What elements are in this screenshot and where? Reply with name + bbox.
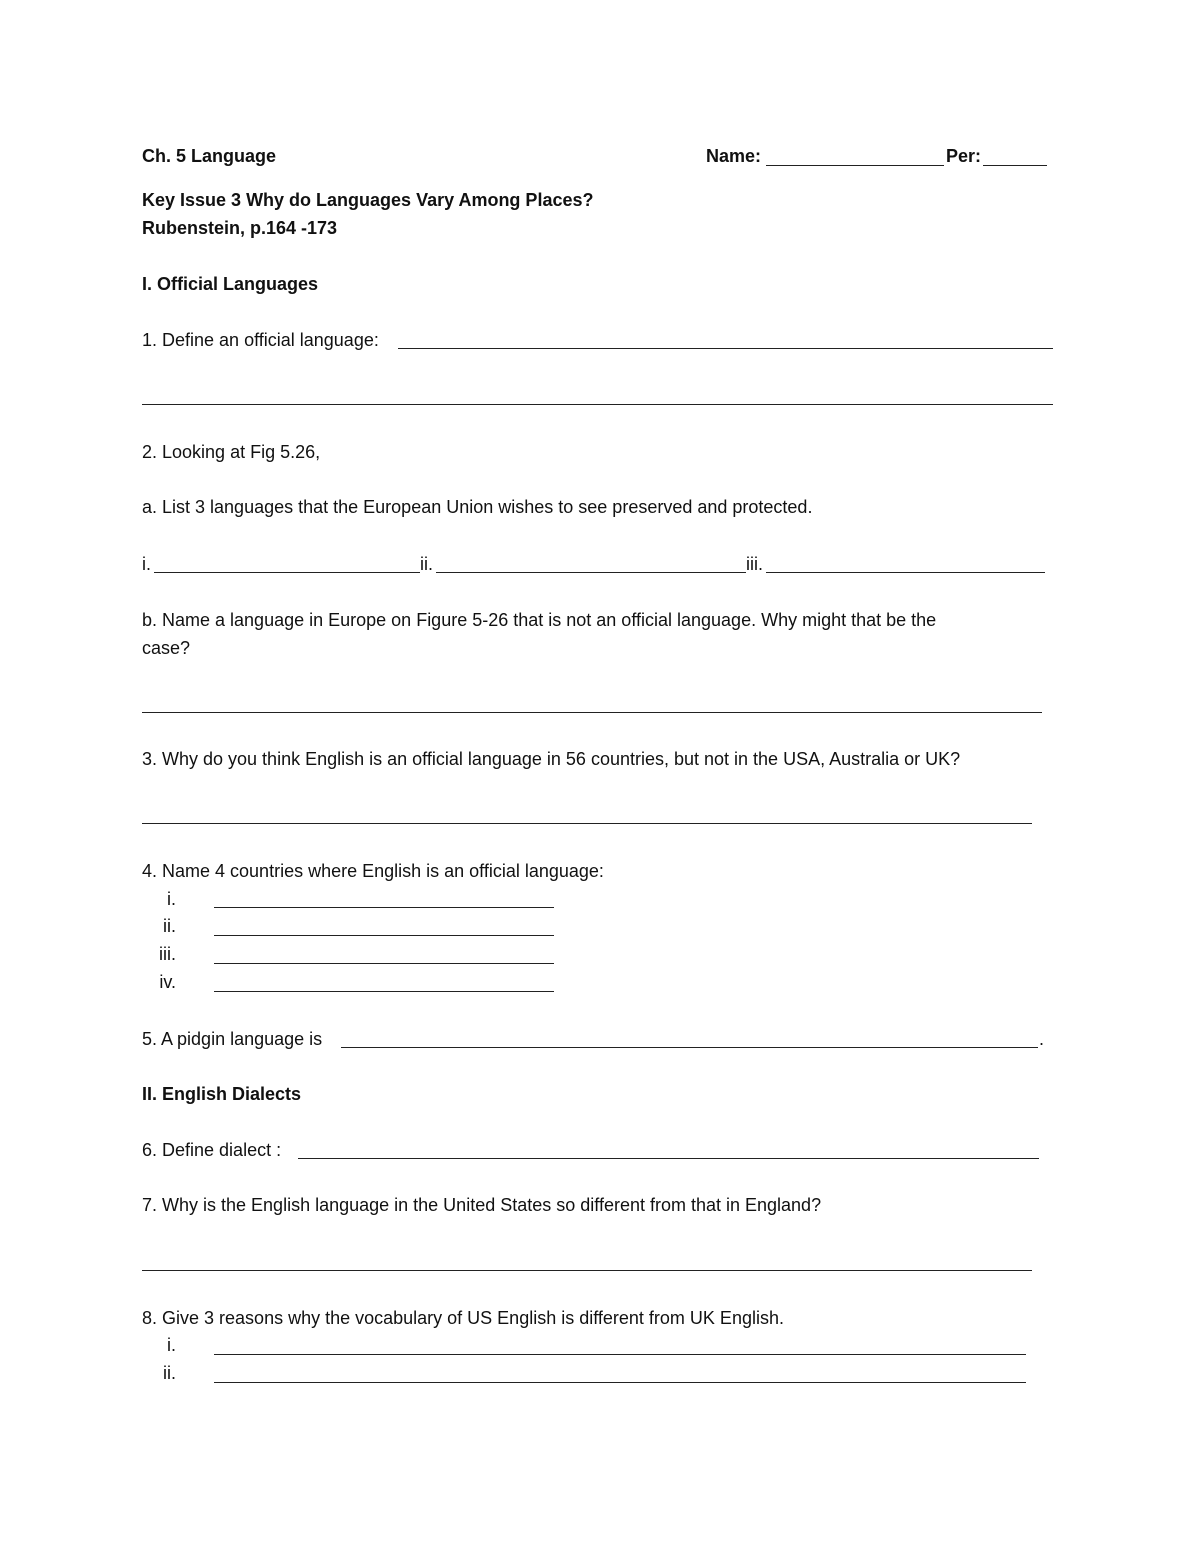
q2a-label-ii: ii. [420,554,433,574]
period-blank[interactable] [983,165,1047,166]
section-english-dialects: II. English Dialects [142,1084,302,1104]
textbook-reference: Rubenstein, p.164 -173 [142,218,338,238]
question-2b-line1: b. Name a language in Europe on Figure 5-26 that is not an official language. Why might that be the [142,610,937,630]
name-label: Name: [706,146,762,166]
key-issue-heading: Key Issue 3 Why do Languages Vary Among Places? [142,190,594,210]
answer-line-q2a-i[interactable] [154,572,420,573]
q8-label-ii: ii. [163,1363,176,1383]
answer-line-q4-ii[interactable] [214,935,554,936]
name-blank[interactable] [766,165,944,166]
question-6: 6. Define dialect : [142,1140,282,1160]
question-8: 8. Give 3 reasons why the vocabulary of US English is different from UK English. [142,1308,784,1328]
answer-line-q1[interactable] [398,348,1053,349]
q5-period: . [1039,1029,1045,1049]
q4-label-iii: iii. [159,944,176,964]
question-3: 3. Why do you think English is an official language in 56 countries, but not in the USA, Australia or UK? [142,749,961,769]
q2a-label-iii: iii. [746,554,763,574]
answer-line-q2a-ii[interactable] [436,572,746,573]
question-5: 5. A pidgin language is [142,1029,323,1049]
answer-line-q4-iii[interactable] [214,963,554,964]
answer-line-q1-2[interactable] [142,404,1053,405]
question-2: 2. Looking at Fig 5.26, [142,442,321,462]
answer-line-q5[interactable] [341,1047,1038,1048]
question-4: 4. Name 4 countries where English is an official language: [142,861,604,881]
answer-line-q4-i[interactable] [214,907,554,908]
q8-label-i: i. [167,1335,176,1355]
answer-line-q2b[interactable] [142,712,1042,713]
question-2b-line2: case? [142,638,191,658]
answer-line-q8-i[interactable] [214,1354,1026,1355]
q2a-label-i: i. [142,554,151,574]
q4-label-iv: iv. [159,972,176,992]
question-7: 7. Why is the English language in the United States so different from that in England? [142,1195,822,1215]
answer-line-q4-iv[interactable] [214,991,554,992]
answer-line-q7[interactable] [142,1270,1032,1271]
answer-line-q2a-iii[interactable] [766,572,1045,573]
answer-line-q8-ii[interactable] [214,1382,1026,1383]
chapter-title: Ch. 5 Language [142,146,277,166]
question-1: 1. Define an official language: [142,330,379,350]
answer-line-q3[interactable] [142,823,1032,824]
q4-label-ii: ii. [163,916,176,936]
q4-label-i: i. [167,889,176,909]
answer-line-q6[interactable] [298,1158,1039,1159]
question-2a: a. List 3 languages that the European Union wishes to see preserved and protected. [142,497,813,517]
period-label: Per: [946,146,982,166]
section-official-languages: I. Official Languages [142,274,319,294]
